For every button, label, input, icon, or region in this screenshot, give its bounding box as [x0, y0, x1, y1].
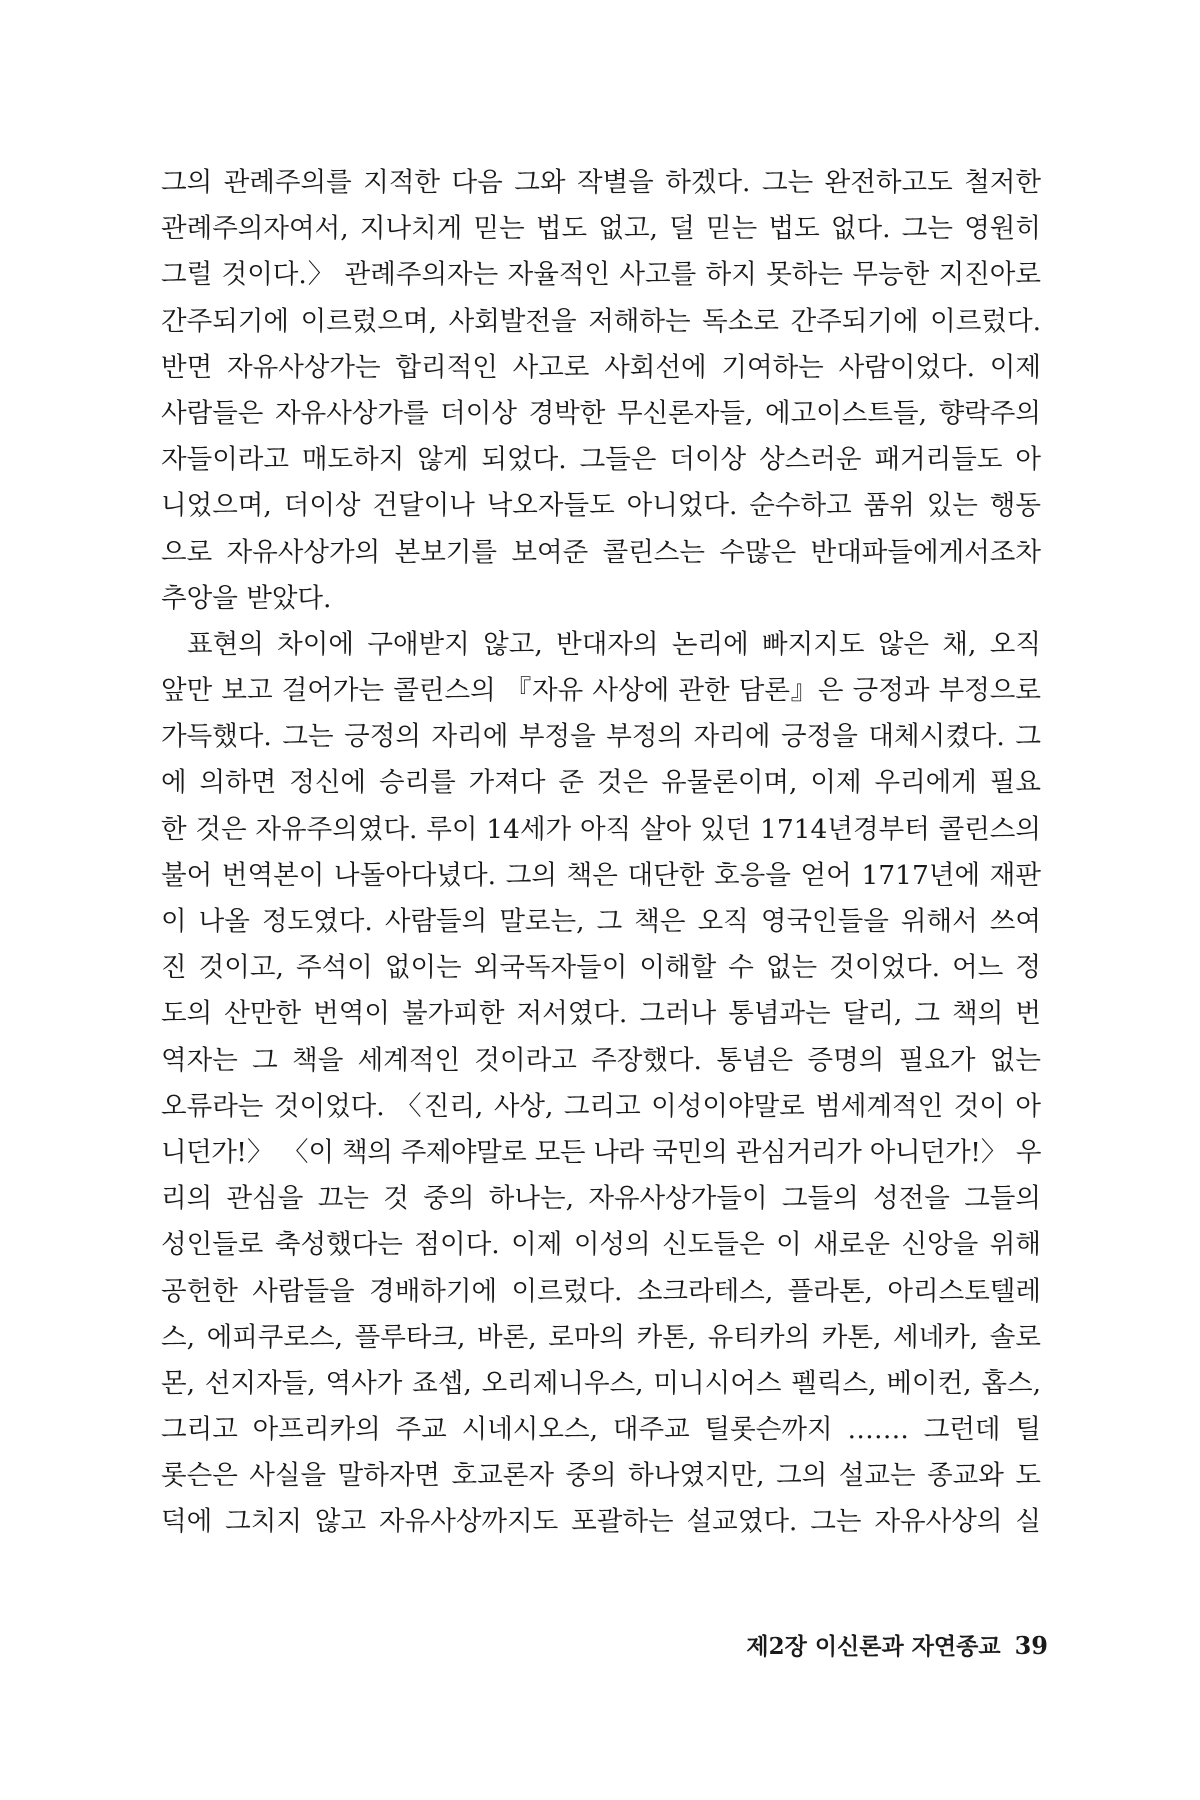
running-footer [746, 1628, 1048, 1661]
text-line: 가득했다. 그는 긍정의 자리에 부정을 부정의 자리에 긍정을 대체시켰다. 그 [161, 721, 1041, 753]
text-line: 반면 자유사상가는 합리적인 사고로 사회선에 기여하는 사람이었다. 이제 [161, 351, 1041, 383]
text-line: 간주되기에 이르렀으며, 사회발전을 저해하는 독소로 간주되기에 이르렀다. [161, 305, 1041, 337]
text-line: 공헌한 사람들을 경배하기에 이르렀다. 소크라테스, 플라톤, 아리스토텔레 [161, 1275, 1041, 1307]
text-line: 니던가!〉 〈이 책의 주제야말로 모든 나라 국민의 관심거리가 아니던가!〉 우 [161, 1136, 1041, 1168]
text-line: 사람들은 자유사상가를 더이상 경박한 무신론자들, 에고이스트들, 향락주의 [161, 397, 1041, 429]
text-line: 진 것이고, 주석이 없이는 외국독자들이 이해할 수 없는 것이었다. 어느 정 [161, 952, 1041, 984]
chapter-title: 제2장 이신론과 자연종교 [746, 1633, 1001, 1660]
text-line: 관례주의자여서, 지나치게 믿는 법도 없고, 덜 믿는 법도 없다. 그는 영원히 [161, 213, 1041, 245]
text-line: 덕에 그치지 않고 자유사상까지도 포괄하는 설교였다. 그는 자유사상의 실 [161, 1506, 1041, 1538]
text-line: 그럴 것이다.〉 관례주의자는 자율적인 사고를 하지 못하는 무능한 지진아로 [161, 259, 1041, 291]
text-line: 역자는 그 책을 세계적인 것이라고 주장했다. 통념은 증명의 필요가 없는 [161, 1044, 1041, 1076]
text-line: 표현의 차이에 구애받지 않고, 반대자의 논리에 빠지지도 않은 채, 오직 [187, 628, 1041, 660]
text-line: 그리고 아프리카의 주교 시네시오스, 대주교 틸롯슨까지 ……. 그런데 틸 [161, 1414, 1041, 1446]
text-line: 자들이라고 매도하지 않게 되었다. 그들은 더이상 상스러운 패거리들도 아 [161, 444, 1041, 476]
text-line: 불어 번역본이 나돌아다녔다. 그의 책은 대단한 호응을 얻어 1717년에 재판 [161, 859, 1041, 891]
text-line: 에 의하면 정신에 승리를 가져다 준 것은 유물론이며, 이제 우리에게 필요 [161, 767, 1041, 799]
text-line: 그의 관례주의를 지적한 다음 그와 작별을 하겠다. 그는 완전하고도 철저한 [161, 167, 1041, 198]
text-line: 스, 에피쿠로스, 플루타크, 바론, 로마의 카톤, 유티카의 카톤, 세네카, 솔로 [161, 1321, 1041, 1353]
text-line: 니었으며, 더이상 건달이나 낙오자들도 아니었다. 순수하고 품위 있는 행동 [161, 490, 1041, 522]
text-line: 앞만 보고 걸어가는 콜린스의 『자유 사상에 관한 담론』은 긍정과 부정으로 [161, 675, 1041, 707]
paragraph-2 [161, 622, 1041, 1546]
text-line: 몬, 선지자들, 역사가 죠셉, 오리제니우스, 미니시어스 펠릭스, 베이컨, 홉스, [161, 1367, 1041, 1399]
text-line: 도의 산만한 번역이 불가피한 저서였다. 그러나 통념과는 달리, 그 책의 번 [161, 998, 1041, 1030]
body-text [161, 160, 1041, 1546]
text-line: 으로 자유사상가의 본보기를 보여준 콜린스는 수많은 반대파들에게서조차 [161, 536, 1041, 568]
text-line: 이 나올 정도였다. 사람들의 말로는, 그 책은 오직 영국인들을 위해서 쓰여 [161, 906, 1041, 937]
text-line: 롯슨은 사실을 말하자면 호교론자 중의 하나였지만, 그의 설교는 종교와 도 [161, 1460, 1041, 1492]
text-line: 한 것은 자유주의였다. 루이 14세가 아직 살아 있던 1714년경부터 콜린스의 [161, 813, 1041, 845]
text-line: 리의 관심을 끄는 것 중의 하나는, 자유사상가들이 그들의 성전을 그들의 [161, 1183, 1041, 1215]
text-line: 오류라는 것이었다. 〈진리, 사상, 그리고 이성이야말로 범세계적인 것이 아 [161, 1090, 1041, 1122]
text-line: 성인들로 축성했다는 점이다. 이제 이성의 신도들은 이 새로운 신앙을 위해 [161, 1229, 1041, 1261]
text-line: 추앙을 받았다. [161, 582, 332, 614]
page-number: 39 [1014, 1631, 1048, 1660]
paragraph-1 [161, 160, 1041, 622]
